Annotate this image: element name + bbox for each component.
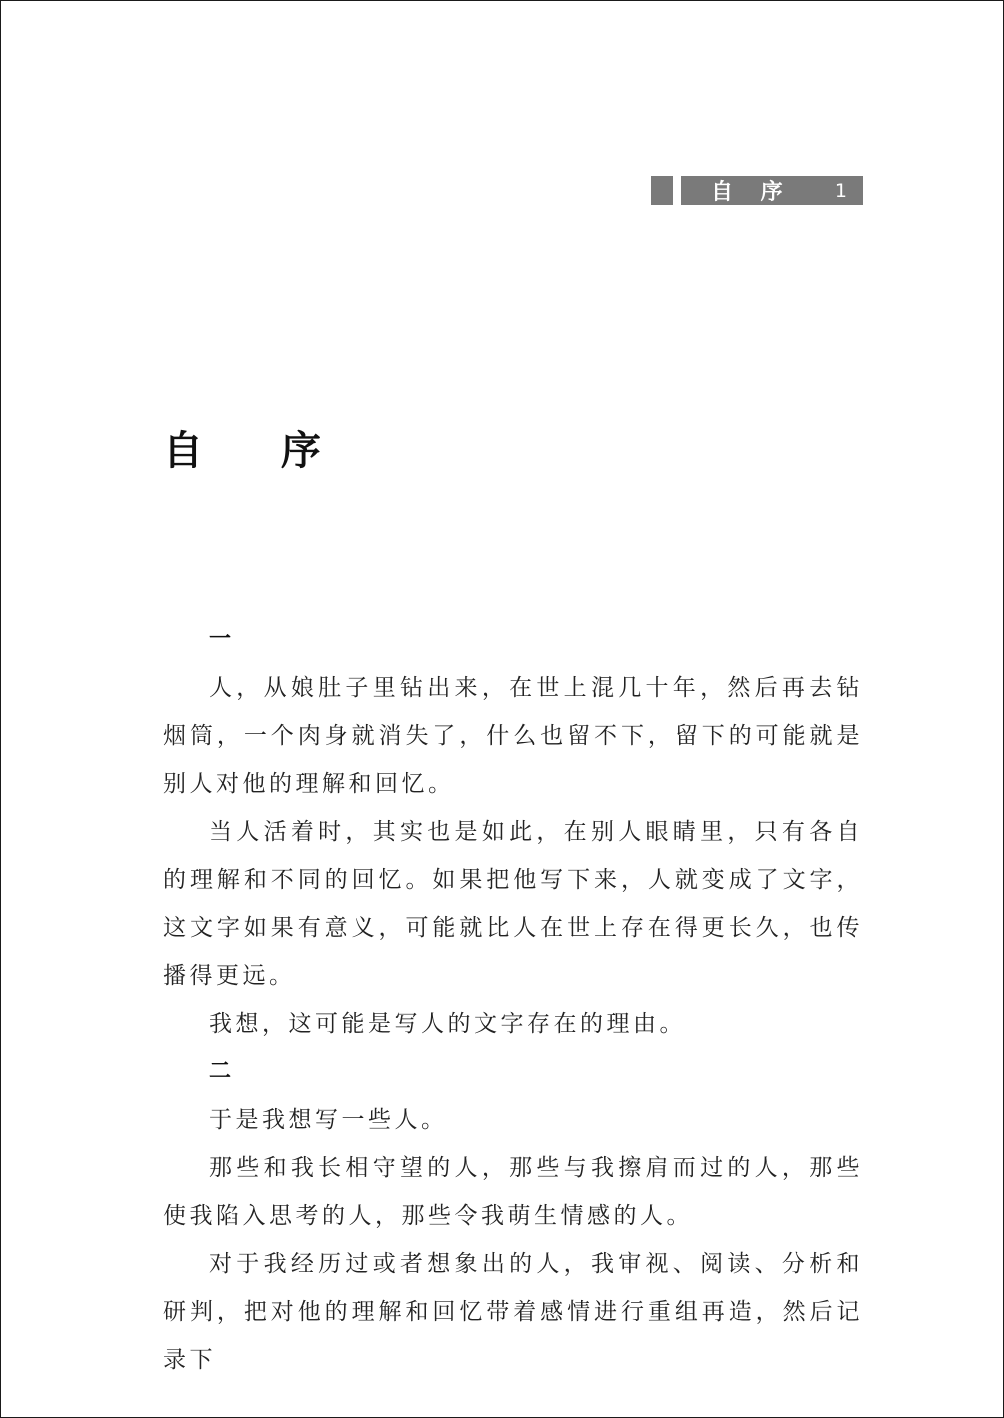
header-bar: [681, 176, 863, 205]
paragraph: 人，从娘肚子里钻出来，在世上混几十年，然后再去钻烟筒，一个肉身就消失了，什么也留不下，留下的可能就是别人对他的理解和回忆。: [163, 675, 863, 797]
paragraph: 当人活着时，其实也是如此，在别人眼睛里，只有各自的理解和不同的回忆。如果把他写下来，人就变成了文字，这文字如果有意义，可能就比人在世上存在得更长久，也传播得更远。: [163, 819, 863, 989]
paragraph: 对于我经历过或者想象出的人，我审视、阅读、分析和研判，把对他的理解和回忆带着感情进行重组再造，然后记录下: [163, 1251, 863, 1373]
paragraph: 我想，这可能是写人的文字存在的理由。: [209, 1011, 686, 1037]
header-marker-block: [651, 176, 673, 205]
section-number: 一: [209, 627, 232, 652]
header-title: 自 序: [711, 180, 793, 205]
paragraph: 那些和我长相守望的人，那些与我擦肩而过的人，那些使我陷入思考的人，那些令我萌生情感的人。: [163, 1155, 863, 1229]
page-number: 1: [834, 179, 847, 202]
paragraph: 于是我想写一些人。: [209, 1107, 448, 1133]
section-number: 二: [209, 1059, 232, 1084]
running-header: [651, 176, 863, 205]
body-text: [163, 616, 863, 1384]
chapter-title: 自 序: [163, 427, 353, 474]
